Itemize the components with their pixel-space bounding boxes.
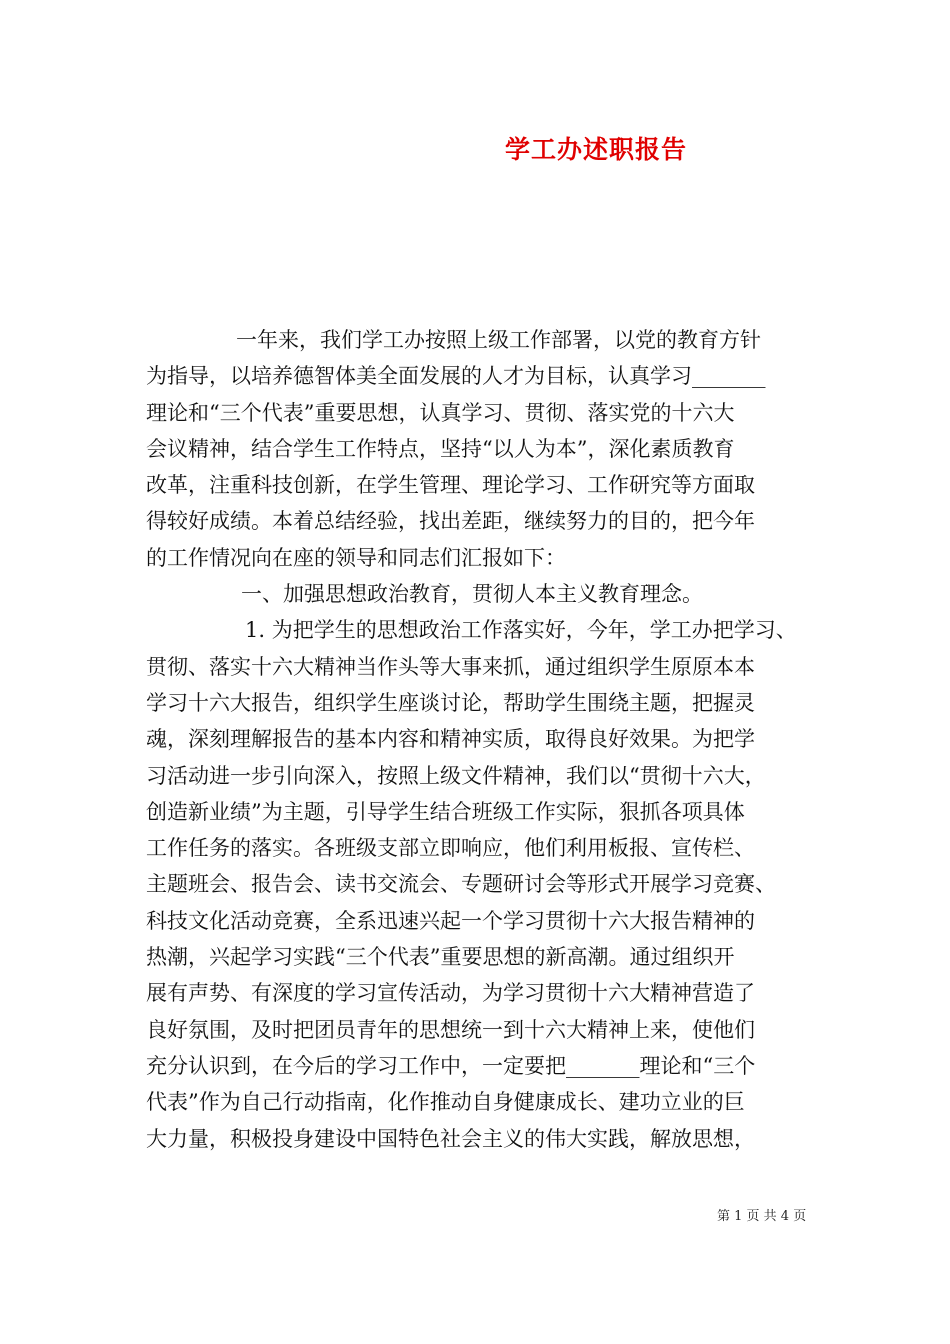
paragraph-line: 科技文化活动竞赛，全系迅速兴起一个学习贯彻十六大报告精神的 <box>146 908 755 933</box>
paragraph-line: 理论和“三个代表”重要思想，认真学习、贯彻、落实党的十六大 <box>146 400 735 425</box>
paragraph-line: 1. 为把学生的思想政治工作落实好，今年，学工办把学习、 <box>245 618 797 643</box>
paragraph-line: 的工作情况向在座的领导和同志们汇报如下： <box>146 545 566 570</box>
document-title: 学工办述职报告 <box>505 135 688 164</box>
page-number-footer: 第 1 页 共 4 页 <box>717 1209 807 1224</box>
paragraph-line: 良好氛围，及时把团员青年的思想统一到十六大精神上来，使他们 <box>146 1017 755 1042</box>
paragraph-line: 创造新业绩”为主题，引导学生结合班级工作实际，狠抓各项具体 <box>146 799 745 824</box>
paragraph-line: 习活动进一步引向深入，按照上级文件精神，我们以“贯彻十六大， <box>146 763 766 788</box>
paragraph-line: 学习十六大报告，组织学生座谈讨论，帮助学生围绕主题，把握灵 <box>146 690 755 715</box>
paragraph-line: 会议精神，结合学生工作特点，坚持“以人为本”，深化素质教育 <box>146 436 735 461</box>
paragraph-line: 主题班会、报告会、读书交流会、专题研讨会等形式开展学习竞赛、 <box>146 872 776 897</box>
paragraph-line: 贯彻、落实十六大精神当作头等大事来抓，通过组织学生原原本本 <box>146 654 755 679</box>
paragraph-line: 展有声势、有深度的学习宣传活动，为学习贯彻十六大精神营造了 <box>146 981 755 1006</box>
paragraph-line: 热潮，兴起学习实践“三个代表”重要思想的新高潮。通过组织开 <box>146 945 735 970</box>
paragraph-line: 魂，深刻理解报告的基本内容和精神实质，取得良好效果。为把学 <box>146 727 755 752</box>
paragraph-line: 改革，注重科技创新，在学生管理、理论学习、工作研究等方面取 <box>146 473 755 498</box>
paragraph-line: 大力量，积极投身建设中国特色社会主义的伟大实践，解放思想， <box>146 1126 755 1151</box>
paragraph-line: 得较好成绩。本着总结经验，找出差距，继续努力的目的，把今年 <box>146 509 755 534</box>
paragraph-line: 为指导，以培养德智体美全面发展的人才为目标，认真学习_______ <box>146 364 766 389</box>
paragraph-line: 一年来，我们学工办按照上级工作部署，以党的教育方针 <box>236 328 761 352</box>
section-heading: 一、加强思想政治教育，贯彻人本主义教育理念。 <box>241 582 703 607</box>
paragraph-line: 充分认识到，在今后的学习工作中，一定要把_______理论和“三个 <box>146 1053 756 1078</box>
paragraph-line: 工作任务的落实。各班级支部立即响应，他们利用板报、宣传栏、 <box>146 836 755 861</box>
paragraph-line: 代表”作为自己行动指南，化作推动自身健康成长、建功立业的巨 <box>146 1090 745 1115</box>
document-body <box>146 322 811 1157</box>
